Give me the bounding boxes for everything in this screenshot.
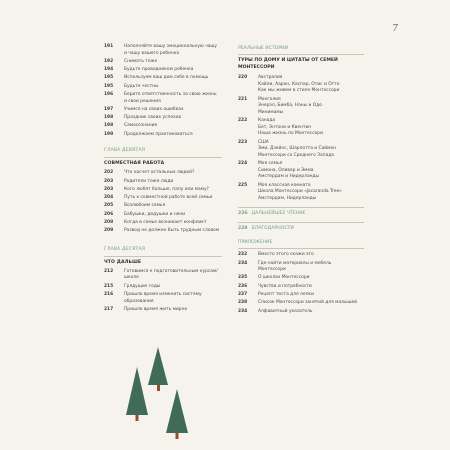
toc-entry-line: образования [124,298,154,304]
toc-entry [238,300,364,307]
acknowledgements-label: БЛАГОДАРНОСТИ [251,226,294,232]
toc-entry-line: Пришло время изменить систему [124,292,202,298]
toc-entry-title [258,75,364,95]
toc-page-number: 199 [104,131,114,137]
toc-page-number: 216 [104,292,114,298]
toc-entry [104,170,222,177]
toc-page-number: 203 [104,186,114,192]
toc-entry-line: Используем ваш дом себе в помощь [124,75,209,81]
toc-entry-line: Симона, Оливер и Эмма [258,167,314,173]
appendix-label: ПРИЛОЖЕНИЕ [238,240,273,246]
toc-page-number: 215 [104,283,114,289]
left-column [104,44,222,315]
toc-entry-title [124,107,222,114]
chapter-nine-entries [104,170,222,235]
further-reading-page: 226 [238,211,248,217]
toc-page-number: 209 [104,228,114,234]
toc-entry [238,97,364,117]
divider [104,157,222,158]
toc-page-number: 234 [238,308,248,314]
chapter-nine-title: СОВМЕСТНАЯ РАБОТА [104,161,165,167]
toc-entry-line: США [258,139,269,145]
toc-entry-title [124,67,222,74]
toc-entry-line: Энерэл, Бимба, Наны и Одо [258,103,322,109]
toc-page-number: 196 [104,92,114,97]
toc-page-number: 194 [104,67,114,73]
toc-entry-title [258,275,364,282]
toc-entry-line: О школах Монтессори [258,275,310,281]
chapter-ten-title: ЧТО ДАЛЬШЕ [104,259,142,265]
toc-entry-line: Когда в семье возникает конфликт [124,220,207,225]
divider [238,222,364,223]
toc-entry-line: Грядущие годы [124,283,161,289]
toc-entry-line: Готовимся к подготовительным курсам/ [124,268,218,274]
toc-entry-line: Где найти материалы и мебель [258,260,332,266]
toc-page-number: 192 [104,58,114,64]
toc-entry [238,183,364,203]
toc-page-number: 225 [238,182,248,188]
toc-entry-line: Алфавитный указатель [258,308,313,314]
toc-entry-title [124,269,222,282]
toc-entry-line: Развод не должен быть трудным словом [124,228,220,234]
acknowledgements [238,226,364,231]
toc-entry [238,140,364,160]
toc-entry-title [124,84,222,91]
toc-entry-title [124,220,222,227]
toc-page-number: 195 [104,83,114,89]
toc-entry-title [258,292,364,299]
toc-entry-title [124,44,222,57]
toc-entry-title [124,187,222,194]
toc-entry-line: Монголия [258,96,281,102]
toc-entry-title [258,252,364,259]
toc-entry [104,132,222,139]
toc-entry-line: Путь к совместной работе всей семьи [124,195,213,201]
toc-entry [104,212,222,219]
toc-entry [104,115,222,122]
divider [238,54,364,55]
toc-entry [104,67,222,74]
toc-entry [104,292,222,305]
toc-entry-line: Список Монтессори занятий для малышей [258,300,358,306]
toc-entry [238,292,364,299]
toc-entry-line: Амстердам и Нидерланды [258,174,320,180]
toc-entry-line: Монтессори [258,267,286,273]
toc-entry [104,220,222,227]
toc-page-number: 238 [238,300,248,306]
toc-entry-line: Минимамы [258,109,284,115]
toc-page-number: 206 [104,211,114,217]
toc-entry-title [258,183,364,203]
toc-entry-title [258,300,364,307]
toc-entry [104,269,222,282]
toc-page-number: 235 [238,275,248,281]
toc-entry [238,252,364,259]
chapter-ten-entries [104,269,222,314]
toc-entry-line: Снимать тоже [124,58,158,64]
toc-entry-title [258,118,364,138]
toc-page-number: 195 [104,75,114,81]
toc-entry-title [124,170,222,177]
toc-entry-line: Бабушки, дедушки и няни [124,211,186,217]
toc-entry-line: Чувства и потребности [258,283,312,289]
toc-entry-line: Продолжаем практиковаться [124,131,193,137]
toc-page-number: 221 [238,96,248,102]
toc-entry-title [124,228,222,235]
toc-entry [104,187,222,194]
further-reading-label: ДАЛЬНЕЙШЕЕ ЧТЕНИЕ [251,211,306,217]
stories-label: РЕАЛЬНЫЕ ИСТОРИИ [238,46,288,51]
toc-entry-line: и чашу вашего ребенка [124,50,180,56]
toc-page-number: 224 [238,161,248,167]
toc-entry-title [124,292,222,305]
toc-page-number: 217 [104,306,114,312]
page-number: 7 [392,24,398,34]
chapter-nine-label: ГЛАВА ДЕВЯТАЯ [104,148,146,154]
toc-entry [238,118,364,138]
toc-page-number: 203 [104,178,114,184]
toc-entry-line: Кого любят больше, папу или маму? [124,186,209,192]
toc-entry-title [258,140,364,160]
toc-entry [104,75,222,82]
toc-entry-title [258,284,364,291]
divider [104,256,222,257]
toc-entry-title [124,115,222,122]
toc-entry-line: Эми, Дзейнс, Шарлотта и Саймон [258,146,337,152]
toc-page-number: 205 [104,203,114,209]
toc-entry [104,92,222,105]
toc-entry-title [124,59,222,66]
divider [238,207,364,208]
toc-entry-title [258,261,364,274]
toc-entry-line: Пришло время жить мирно [124,306,188,312]
toc-entry-line: Канада [258,118,276,124]
toc-entry-line: и свои решения [124,98,161,104]
toc-page-number: 232 [238,252,248,258]
appendix-entries [238,252,364,315]
right-column [238,46,364,317]
toc-entry [104,195,222,202]
toc-entry-line: Вместо этого скажи это [258,252,314,258]
toc-entry [238,284,364,291]
toc-entry-line: Амстердам, Нидерланды [258,195,317,201]
toc-page-number: 236 [238,283,248,289]
toc-entry [238,161,364,181]
toc-entry-line: Учимся на своих ошибках [124,106,184,112]
toc-page-number: 212 [104,268,114,274]
acknowledgements-page: 228 [238,226,248,232]
toc-entry [104,307,222,314]
toc-entry-line: Что насчет остальных людей? [124,170,195,176]
toc-entry-title [124,195,222,202]
toc-entry-line: Праздник своих успехов [124,115,181,121]
toc-entry-line: Моя классная комната [258,182,311,188]
toc-entry [238,275,364,282]
toc-entry-line: Кайли, Аарон, Каспар, Отис и Отто [258,81,340,87]
toc-page-number: 198 [104,115,114,121]
toc-entry [104,284,222,291]
toc-page-number: 223 [238,139,248,145]
toc-entry-title [124,179,222,186]
stories-title-line: ТУРЫ ПО ДОМУ И ЦИТАТЫ ОТ СЕМЕЙ [238,58,338,63]
toc-entry [104,84,222,91]
toc-page-number: 208 [104,220,114,225]
toc-entry-title [258,161,364,181]
toc-entry-title [258,309,364,316]
toc-page-number: 222 [238,118,248,124]
stories-title-line: МОНТЕССОРИ [238,64,275,70]
toc-entry-line: Наполняйте вашу эмоциональную чашу [124,44,218,49]
further-reading [238,211,364,216]
toc-entry-title [124,123,222,130]
toc-entry [104,203,222,210]
toc-entry-line: Наша жизнь по Монтессори [258,131,323,137]
toc-entry [104,179,222,186]
pine-tree-icon [120,345,210,440]
stories-title [238,58,364,71]
toc-entry-line: Родители тоже люди [124,178,174,184]
toc-page-number: 191 [104,44,114,49]
toc-entry-line: Будьте честны [124,83,159,89]
toc-entry-line: Бет, Энтони и Квентин [258,124,312,130]
toc-entry [238,75,364,95]
toc-page-number: 234 [238,260,248,266]
toc-entry-line: Школа Монтессори «Jacaranda Tree» [258,189,342,195]
toc-entry [104,44,222,57]
toc-page-number: 220 [238,75,248,81]
top-entries [104,44,222,138]
toc-entry-title [258,97,364,117]
toc-entry-title [124,92,222,105]
toc-entry-line: Моя семья [258,161,283,167]
toc-entry-line: Будьте проводником ребенка [124,67,194,73]
toc-entry [104,59,222,66]
toc-entry [238,261,364,274]
toc-entry-title [124,284,222,291]
toc-entry [104,123,222,130]
toc-entry-line: Берите ответственность за свою жизнь [124,92,217,97]
stories-entries [238,75,364,202]
toc-entry-line: Австралия [258,75,283,81]
toc-page-number: 197 [104,106,114,112]
toc-page-number: 204 [104,195,114,201]
toc-entry-title [124,132,222,139]
toc-entry-line: Возлюбоим семья [124,203,166,209]
toc-entry [104,228,222,235]
toc-page-number: 202 [104,170,114,176]
toc-entry-line: Рецепт теста для лепки [258,292,314,298]
toc-entry-title [124,212,222,219]
pine-trees-illustration [120,345,210,440]
toc-entry-line: Как мы живем в стиле Монтессори [258,88,340,94]
toc-entry-line: школе [124,275,139,281]
toc-entry-title [124,203,222,210]
toc-entry [238,309,364,316]
toc-entry-title [124,75,222,82]
toc-page-number: 237 [238,292,248,298]
chapter-ten-label: ГЛАВА ДЕСЯТАЯ [104,246,146,252]
toc-entry-title [124,307,222,314]
toc-entry-line: Монтессори со Среднего Запада [258,152,334,158]
divider [238,248,364,249]
toc-entry-line: Самосознание [124,123,158,129]
toc-entry [104,107,222,114]
toc-page-number: 198 [104,123,114,129]
